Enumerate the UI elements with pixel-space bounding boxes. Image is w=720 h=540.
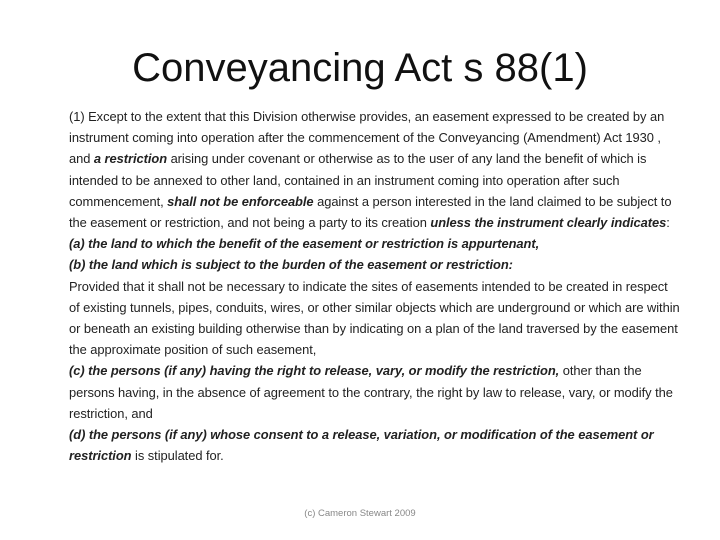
pd-text: is stipulated for. bbox=[131, 448, 224, 464]
p1-text-1: (1) Except to the extent that this Division otherwise provides, an easement expressed to be created by an instrument coming into operation after the commencement of the Conveyancing (Amendment) Act 1930 , and bbox=[69, 109, 665, 167]
p1-text-3: against a person interested in the land claimed to be subject to the easement or restriction, and not being a party to its creation bbox=[69, 193, 672, 231]
paragraph-proviso: Provided that it shall not be necessary to indicate the sites of easements intended to be created in respect of existing tunnels, pipes, conduits, wires, or other similar objects which are underground or which are within or beneath an existing building otherwise than by indicating on a plan of the land traversed by the easement the approximate position of such easement, bbox=[69, 278, 680, 358]
paragraph-c bbox=[69, 360, 681, 424]
pc-text: other than the persons having, in the absence of agreement to the contrary, the right by law to release, vary, or modify the restriction, and bbox=[69, 363, 673, 421]
paragraph-1 bbox=[69, 106, 681, 233]
p1-emphasis-clearly-indicates: unless the instrument clearly indicates bbox=[430, 215, 667, 231]
slide-body bbox=[69, 106, 681, 466]
paragraph-d bbox=[69, 424, 681, 466]
p1-text-2: arising under covenant or otherwise as to the user of any land the benefit of which is intended to be annexed to other land, contained in an instrument coming into operation after such commencement, bbox=[69, 151, 647, 209]
p1-text-4: : bbox=[666, 215, 670, 231]
slide-title: Conveyancing Act s 88(1) bbox=[132, 46, 588, 90]
pc-emphasis: (c) the persons (if any) having the right to release, vary, or modify the restriction, bbox=[69, 363, 560, 379]
paragraph-b: (b) the land which is subject to the burden of the easement or restriction: bbox=[69, 257, 513, 273]
copyright-footer: (c) Cameron Stewart 2009 bbox=[304, 508, 416, 519]
paragraph-a: (a) the land to which the benefit of the easement or restriction is appurtenant, bbox=[69, 236, 540, 252]
pd-emphasis: (d) the persons (if any) whose consent to a release, variation, or modification of the easement or restriction bbox=[69, 427, 654, 464]
p1-emphasis-not-enforceable: shall not be enforceable bbox=[167, 193, 314, 209]
p1-emphasis-restriction: a restriction bbox=[93, 151, 168, 167]
